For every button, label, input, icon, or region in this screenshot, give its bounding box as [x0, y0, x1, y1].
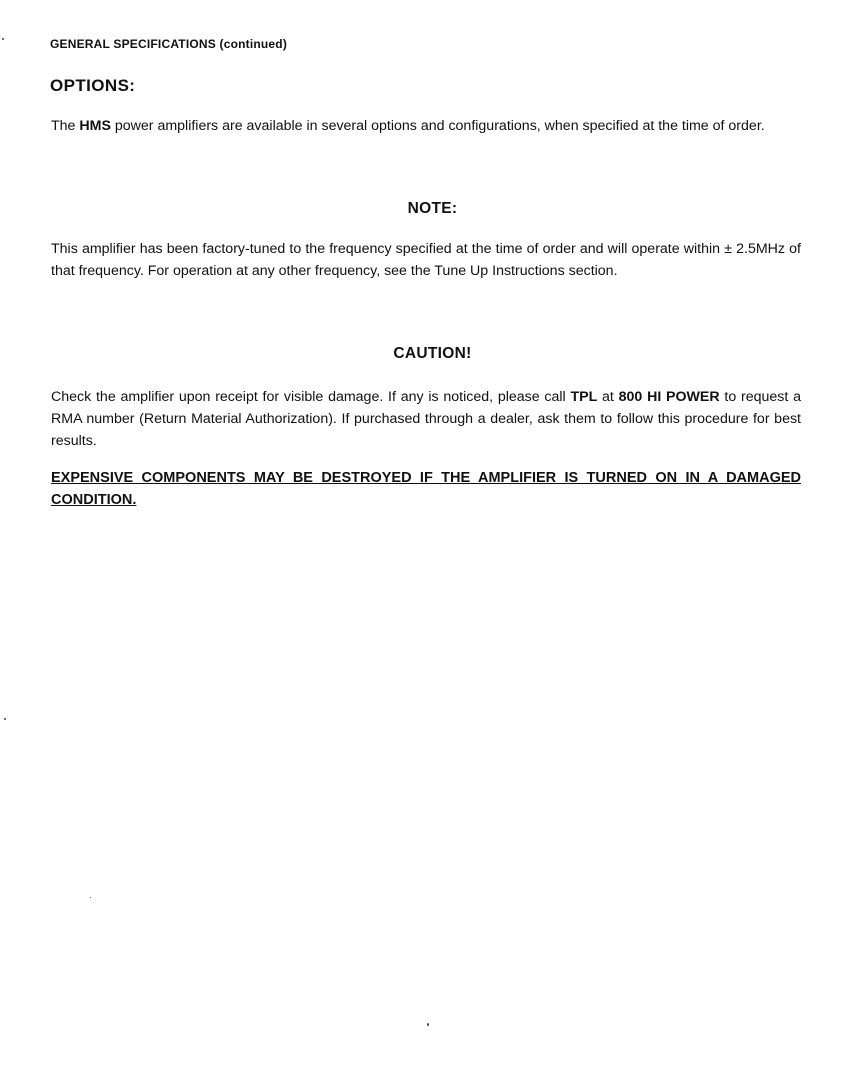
options-title: OPTIONS:	[50, 76, 136, 95]
scan-speck	[427, 1023, 429, 1026]
scan-speck	[4, 718, 6, 720]
options-paragraph	[51, 115, 801, 137]
note-paragraph: This amplifier has been factory-tuned to the frequency specified at the time of order and will operate within ± 2.5MHz of that frequency. For operation at any other frequency, see the Tune Up Instructions section.	[51, 241, 801, 279]
scan-speck	[90, 897, 91, 898]
caution-text-1: Check the amplifier upon receipt for visible damage. If any is noticed, please call	[51, 389, 571, 405]
caution-heading: CAUTION!	[393, 345, 472, 362]
phone-number: 800 HI POWER	[618, 389, 720, 405]
damage-warning: EXPENSIVE COMPONENTS MAY BE DESTROYED IF THE AMPLIFIER IS TURNED ON IN A DAMAGED CONDITION.	[51, 470, 801, 508]
caution-text-3: to request a RMA number (Return Material Authorization). If purchased through a dealer, ask them to follow this procedure for best results.	[51, 389, 801, 449]
note-heading: NOTE:	[407, 200, 458, 217]
caution-paragraph	[51, 386, 801, 452]
caution-text-2: at	[597, 389, 619, 405]
brand-name: HMS	[79, 118, 111, 134]
company-name: TPL	[570, 389, 598, 405]
options-text-after: power amplifiers are available in several options and configurations, when specified at the time of order.	[110, 118, 765, 134]
scan-speck	[2, 38, 4, 40]
running-header: GENERAL SPECIFICATIONS (continued)	[50, 37, 288, 51]
options-text-before: The	[51, 118, 80, 134]
